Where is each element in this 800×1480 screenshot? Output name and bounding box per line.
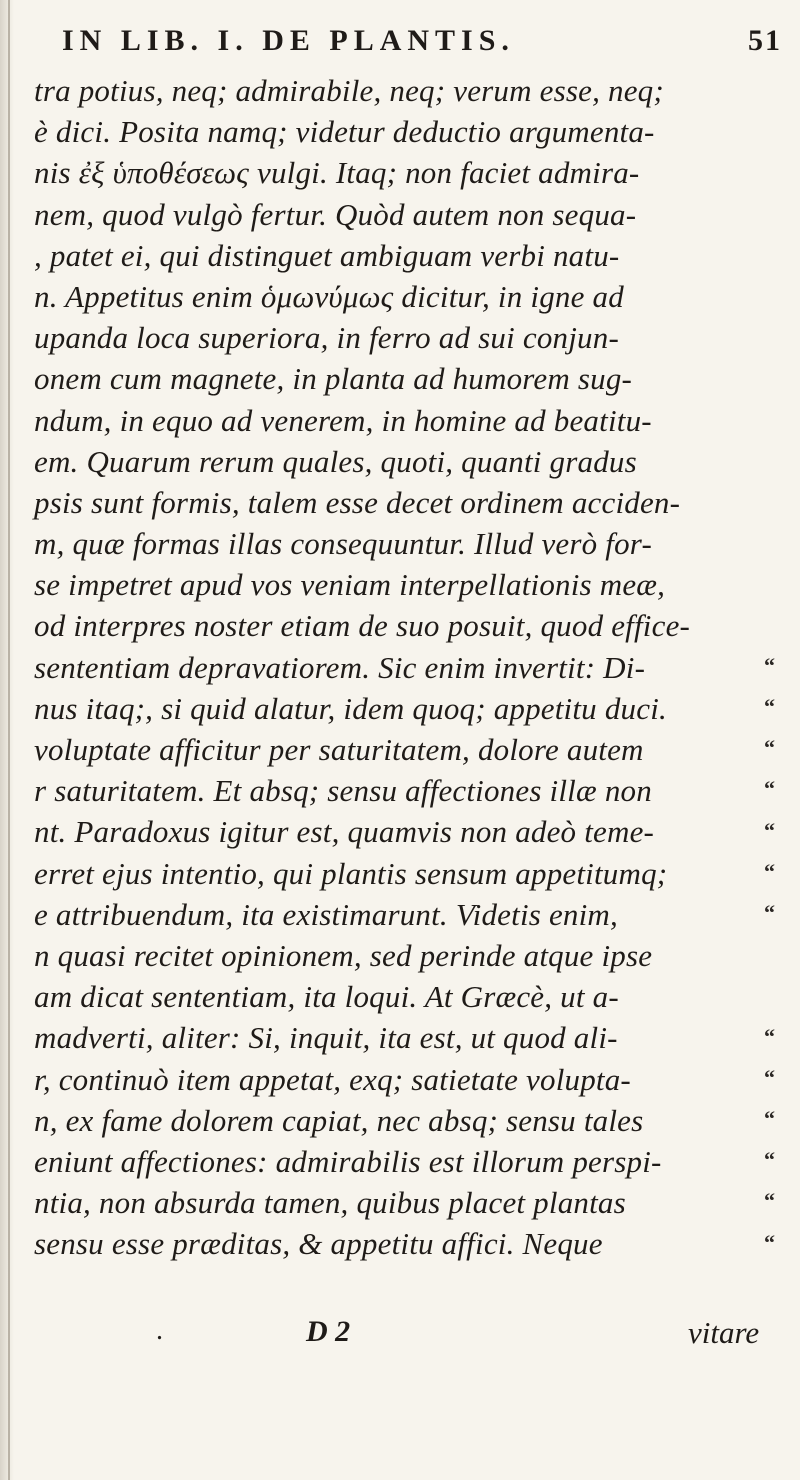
text-line: nis ἐξ ὑποθέσεως vulgi. Itaq; non faciet admira- [34, 155, 640, 191]
text-line: am dicat sententiam, ita loqui. At Græcè, ut a- [34, 979, 619, 1015]
text-line: tra potius, neq; admirabile, neq; verum esse, neq; [34, 73, 664, 108]
margin-quote-mark: “ [764, 1106, 775, 1131]
margin-quote-mark: “ [764, 1064, 775, 1090]
gutter-line [8, 0, 10, 1480]
text-line: nus itaq;, si quid alatur, idem quoq; appetitu duci. [34, 690, 667, 726]
margin-quote-mark: “ [764, 1023, 775, 1049]
text-line: sensu esse præditas, & appetitu affici. Neque [34, 1226, 603, 1262]
margin-quote-mark: “ [764, 900, 775, 925]
text-line: se impetret apud vos veniam interpellationis meæ, [34, 567, 666, 603]
text-line: n. Appetitus enim ὁμωνύμως dicitur, in igne ad [34, 278, 624, 314]
margin-quote-mark: “ [764, 1147, 775, 1173]
text-line: upanda loca superiora, in ferro ad sui conjun- [34, 320, 619, 356]
margin-quote-mark: “ [764, 1188, 775, 1214]
text-line: madverti, aliter: Si, inquit, ita est, ut quod ali- [34, 1020, 618, 1056]
text-line: eniunt affectiones: admirabilis est illorum perspi- [34, 1143, 662, 1179]
text-line: psis sunt formis, talem esse decet ordinem acciden- [34, 484, 681, 520]
margin-quote-mark: “ [764, 858, 775, 884]
text-line: nt. Paradoxus igitur est, quamvis non adeò teme- [34, 814, 655, 850]
text-line: e attribuendum, ita existimarunt. Videtis enim, [34, 896, 618, 932]
margin-quote-mark: “ [764, 735, 775, 761]
text-line: onem cum magnete, in planta ad humorem sug- [34, 361, 633, 397]
text-line: n quasi recitet opinionem, sed perinde atque ipse [34, 937, 653, 973]
page-footer [34, 1315, 760, 1355]
text-line: ntia, non absurda tamen, quibus placet plantas [34, 1185, 626, 1221]
text-line: sententiam depravatiorem. Sic enim invertit: Di- [34, 649, 646, 685]
text-line: ndum, in equo ad venerem, in homine ad beatitu- [34, 402, 652, 438]
margin-quote-mark: “ [764, 776, 775, 802]
text-line: od interpres noster etiam de suo posuit, quod effice- [34, 608, 691, 644]
header-title: IN LIB. I. DE PLANTIS. [62, 24, 515, 57]
text-line: , patet ei, qui distinguet ambiguam verbi natu- [34, 237, 620, 273]
text-line: è dici. Posita namq; videtur deductio argumenta- [34, 114, 655, 150]
margin-quote-mark: “ [764, 817, 775, 843]
footer-dot: . [156, 1315, 163, 1346]
signature-mark: D 2 [306, 1315, 351, 1348]
margin-quote-mark: “ [764, 694, 775, 719]
text-line: nem, quod vulgò fertur. Quòd autem non sequa- [34, 196, 637, 232]
text-line: r, continuò item appetat, exq; satietate volupta- [34, 1061, 631, 1097]
text-line: em. Quarum rerum quales, quoti, quanti gradus [34, 443, 637, 479]
text-line: r saturitatem. Et absq; sensu affectiones illæ non [34, 773, 652, 809]
text-line: erret ejus intentio, qui plantis sensum appetitumq; [34, 855, 668, 891]
page-number: 51 [748, 24, 782, 57]
text-line: m, quæ formas illas consequuntur. Illud verò for- [34, 526, 652, 562]
margin-quote-mark: “ [764, 652, 775, 678]
text-line: voluptate afficitur per saturitatem, dolore autem [34, 732, 644, 767]
page-gutter [0, 0, 14, 1480]
running-header [40, 14, 790, 64]
catchword: vitare [688, 1315, 760, 1350]
body-text [34, 70, 746, 1264]
text-line: n, ex fame dolorem capiat, nec absq; sensu tales [34, 1102, 644, 1138]
margin-quote-mark: “ [764, 1229, 775, 1255]
